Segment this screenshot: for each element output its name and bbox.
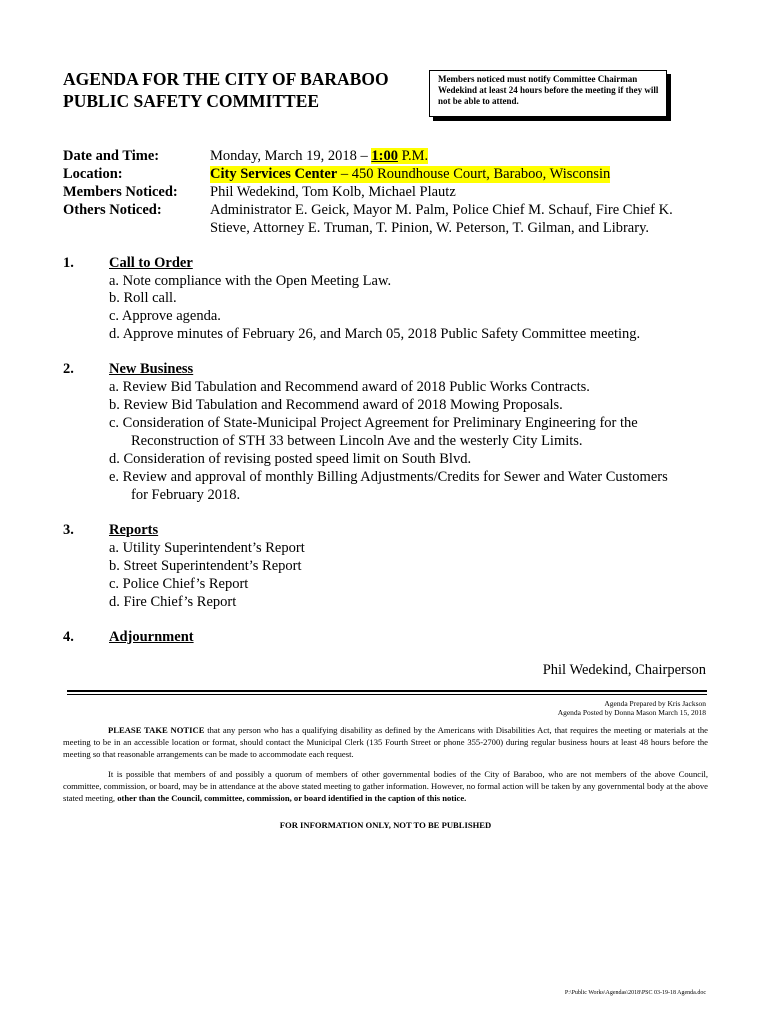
date-time-value — [210, 148, 428, 165]
section-2-title: New Business — [109, 361, 194, 377]
others-noticed-line-2: Stieve, Attorney E. Truman, T. Pinion, W. Peterson, T. Gilman, and Library. — [210, 220, 650, 236]
quorum-notice-paragraph — [63, 768, 708, 804]
section-1-item-d: d. Approve minutes of February 26, and March 05, 2018 Public Safety Committee meeting. — [109, 326, 641, 342]
section-1-item-b: b. Roll call. — [109, 290, 177, 306]
date-text: Monday, March 19, 2018 – — [210, 148, 372, 164]
chairperson: Phil Wedekind, Chairperson — [542, 662, 706, 678]
others-noticed-line-1: Administrator E. Geick, Mayor M. Palm, Police Chief M. Schauf, Fire Chief K. — [210, 202, 673, 218]
time-highlight — [371, 148, 428, 164]
prepared-by: Agenda Prepared by Kris Jackson — [604, 699, 706, 708]
section-3-item-a: a. Utility Superintendent’s Report — [109, 540, 305, 556]
section-3-item-c: c. Police Chief’s Report — [109, 576, 249, 592]
quorum-notice-text: It is possible that members of and possibly a quorum of members of other governmental bodies of the City of Baraboo, who are not members of the above Council, committee, commission, or board, may be in attendance at the above stated meeting to gather information. However, no formal action will be taken by any governmental body at the above stated meeting, — [63, 769, 708, 803]
section-2-item-c-line-1: c. Consideration of State-Municipal Project Agreement for Preliminary Engineering for the — [109, 415, 638, 431]
location-value — [210, 166, 610, 183]
section-2-item-e-line-2: for February 2018. — [131, 487, 241, 503]
others-noticed-label: Others Noticed: — [63, 202, 162, 218]
ada-notice-paragraph — [63, 724, 708, 760]
ada-notice-text: that any person who has a qualifying disability as defined by the Americans with Disabilities Act, that requires the meeting or materials at the meeting to be in an accessible location or format, should contact the Municipal Clerk (135 Fourth Street or phone 355-2700) during regular business hours at least 48 hours before the meeting so that reasonable arrangements can be made to accommodate each request. — [63, 725, 708, 759]
agenda-title — [63, 68, 389, 112]
section-2-number: 2. — [63, 361, 74, 377]
section-2-item-a: a. Review Bid Tabulation and Recommend award of 2018 Public Works Contracts. — [109, 379, 590, 395]
members-notice-text: Members noticed must notify Committee Chairman Wedekind at least 24 hours before the meeting if they will not be able to attend. — [438, 74, 659, 106]
members-noticed-value: Phil Wedekind, Tom Kolb, Michael Plautz — [210, 184, 456, 200]
quorum-notice-bold: other than the Council, committee, commission, or board identified in the caption of this notice. — [117, 793, 467, 803]
section-2-item-c-line-2: Reconstruction of STH 33 between Lincoln Ave and the westerly City Limits. — [131, 433, 583, 449]
divider-rule-thick — [67, 690, 707, 692]
divider-rule-thin — [67, 694, 707, 695]
section-2-item-e-line-1: e. Review and approval of monthly Billing Adjustments/Credits for Sewer and Water Customers — [109, 469, 668, 485]
location-label: Location: — [63, 166, 123, 182]
section-3-item-b: b. Street Superintendent’s Report — [109, 558, 302, 574]
members-noticed-label: Members Noticed: — [63, 184, 178, 200]
location-name: City Services Center — [210, 166, 338, 182]
title-line-2: PUBLIC SAFETY COMMITTEE — [63, 91, 320, 111]
time-suffix: P.M. — [397, 148, 429, 164]
section-1-item-a: a. Note compliance with the Open Meeting Law. — [109, 273, 392, 289]
title-line-1: AGENDA FOR THE CITY OF BARABOO — [63, 69, 389, 89]
members-notice-box — [429, 70, 667, 117]
date-time-label: Date and Time: — [63, 148, 160, 164]
section-4-number: 4. — [63, 629, 74, 645]
info-only-note: FOR INFORMATION ONLY, NOT TO BE PUBLISHED — [279, 820, 492, 830]
ada-notice-lead: PLEASE TAKE NOTICE — [108, 725, 205, 735]
section-4-title: Adjournment — [109, 629, 194, 645]
section-1-number: 1. — [63, 255, 74, 271]
section-3-number: 3. — [63, 522, 74, 538]
time-bold: 1:00 — [371, 148, 398, 164]
posted-by: Agenda Posted by Donna Mason March 15, 2018 — [557, 708, 706, 717]
file-path-footer: P:\Public Works\Agendas\2018\PSC 03-19-18 Agenda.doc — [564, 990, 706, 996]
section-2-item-b: b. Review Bid Tabulation and Recommend award of 2018 Mowing Proposals. — [109, 397, 563, 413]
section-3-item-d: d. Fire Chief’s Report — [109, 594, 237, 610]
section-2-item-d: d. Consideration of revising posted speed limit on South Blvd. — [109, 451, 472, 467]
section-3-title: Reports — [109, 522, 159, 538]
location-address: – 450 Roundhouse Court, Baraboo, Wisconsin — [337, 166, 611, 182]
section-1-title: Call to Order — [109, 255, 193, 271]
section-1-item-c: c. Approve agenda. — [109, 308, 221, 324]
